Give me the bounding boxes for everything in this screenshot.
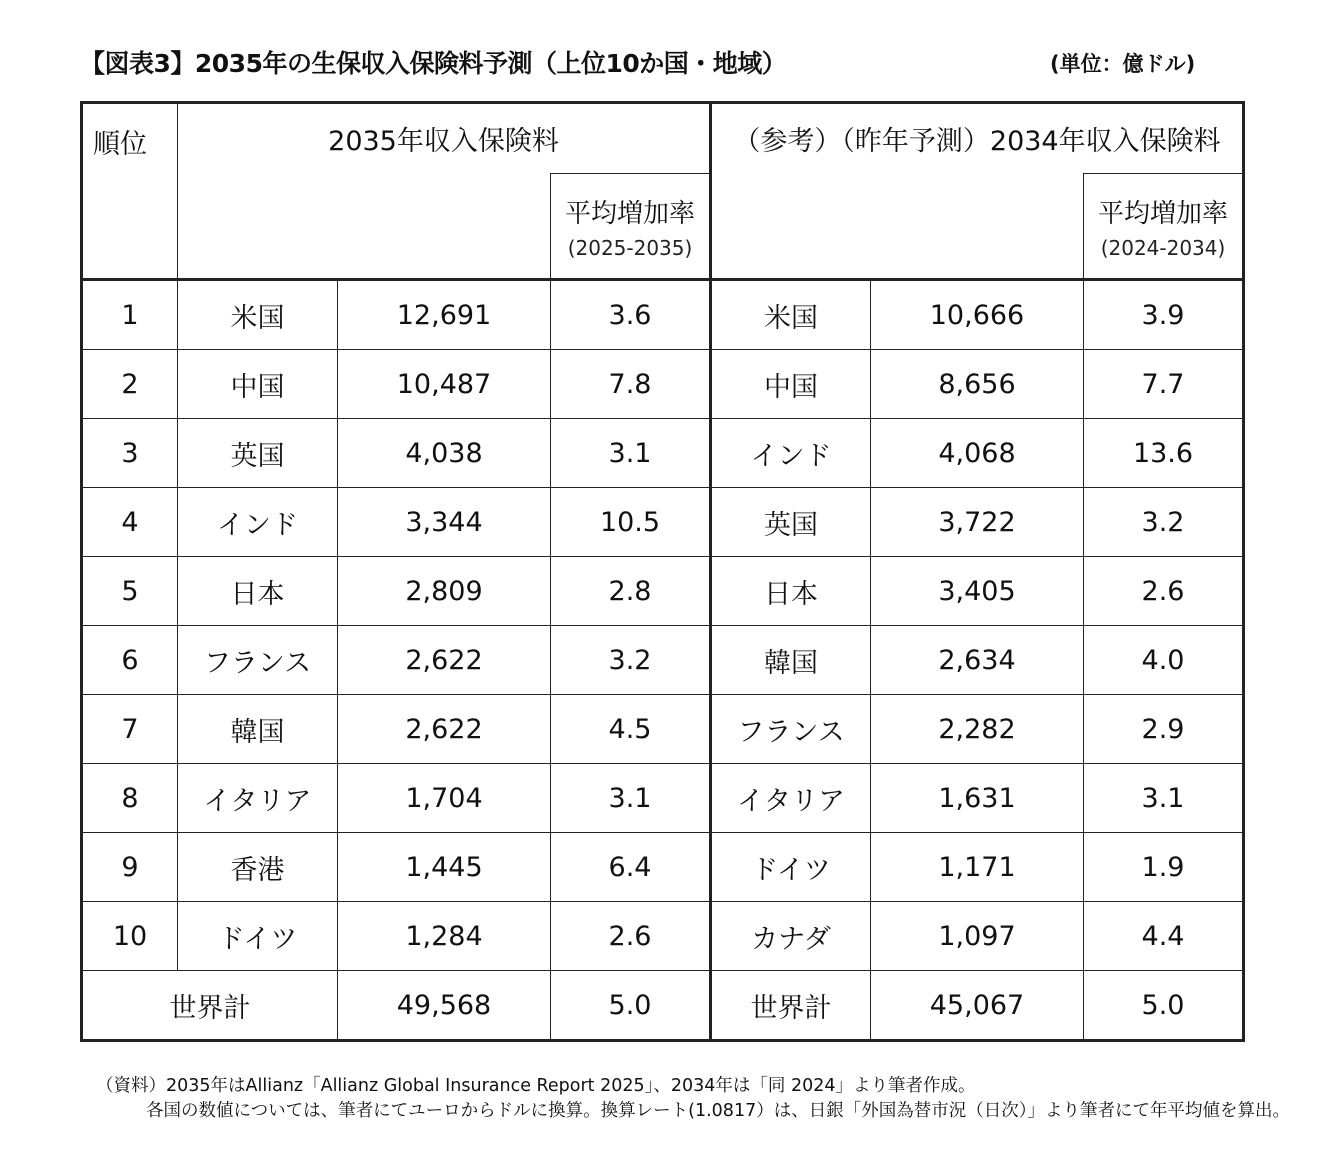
- premium-2035-cell: 3,344: [338, 488, 551, 557]
- rate-header-label: 平均増加率: [564, 198, 695, 229]
- rate-header-period: (2025-2035): [567, 235, 693, 260]
- table-row: [82, 557, 1244, 626]
- rank-cell: 10: [82, 902, 178, 971]
- conversion-note: 各国の数値については、筆者にてユーロからドルに換算。換算レート(1.0817）は、日銀「外国為替市況（日次）」より筆者にて年平均値を算出。: [146, 1101, 1290, 1121]
- country-2035-cell: フランス: [178, 626, 338, 695]
- total-value-2035: 49,568: [338, 971, 551, 1041]
- rate-header-label: 平均増加率: [1097, 198, 1228, 229]
- country-2034-cell: フランス: [711, 695, 871, 764]
- rank-cell: 1: [82, 280, 178, 350]
- premium-2034-cell: 10,666: [871, 280, 1084, 350]
- rate-2035-cell: 4.5: [551, 695, 711, 764]
- rate-2034-cell: 7.7: [1084, 350, 1244, 419]
- country-2035-cell: インド: [178, 488, 338, 557]
- notes: [96, 1074, 1290, 1124]
- header-spacer-2034: [711, 174, 1084, 280]
- rate-2034-cell: 13.6: [1084, 419, 1244, 488]
- country-2034-cell: 韓国: [711, 626, 871, 695]
- table-row: [82, 419, 1244, 488]
- country-2035-cell: イタリア: [178, 764, 338, 833]
- chart-title: 【図表3】2035年の生保収入保険料予測（上位10か国・地域）: [80, 49, 787, 78]
- premium-2034-cell: 3,405: [871, 557, 1084, 626]
- premium-2035-cell: 2,622: [338, 695, 551, 764]
- total-value-2034: 45,067: [871, 971, 1084, 1041]
- group-header-2034: （参考）（昨年予測）2034年収入保険料: [711, 103, 1244, 174]
- table-row: [82, 350, 1244, 419]
- rank-cell: 5: [82, 557, 178, 626]
- country-2035-cell: 日本: [178, 557, 338, 626]
- total-label-2034: 世界計: [711, 971, 871, 1041]
- premium-2034-cell: 2,282: [871, 695, 1084, 764]
- unit-label: (単位：億ドル): [1050, 52, 1196, 76]
- group-header-2035: 2035年収入保険料: [178, 103, 711, 174]
- rate-2034-cell: 3.2: [1084, 488, 1244, 557]
- rate-2034-cell: 2.6: [1084, 557, 1244, 626]
- premium-2034-cell: 2,634: [871, 626, 1084, 695]
- rate-2035-cell: 2.8: [551, 557, 711, 626]
- premium-2035-cell: 4,038: [338, 419, 551, 488]
- rank-cell: 2: [82, 350, 178, 419]
- rank-cell: 9: [82, 833, 178, 902]
- premium-table: [80, 101, 1245, 1042]
- rate-2035-cell: 3.2: [551, 626, 711, 695]
- rate-header-2034: [1084, 174, 1244, 280]
- country-2034-cell: 英国: [711, 488, 871, 557]
- country-2035-cell: 中国: [178, 350, 338, 419]
- rate-2035-cell: 2.6: [551, 902, 711, 971]
- rank-header: 順位: [82, 103, 178, 280]
- rate-2034-cell: 3.9: [1084, 280, 1244, 350]
- table-row: [82, 488, 1244, 557]
- premium-2035-cell: 1,284: [338, 902, 551, 971]
- country-2035-cell: 香港: [178, 833, 338, 902]
- table-row: [82, 280, 1244, 350]
- rank-cell: 6: [82, 626, 178, 695]
- rank-cell: 4: [82, 488, 178, 557]
- premium-2035-cell: 1,704: [338, 764, 551, 833]
- country-2034-cell: ドイツ: [711, 833, 871, 902]
- rate-2034-cell: 4.4: [1084, 902, 1244, 971]
- country-2034-cell: カナダ: [711, 902, 871, 971]
- premium-2035-cell: 1,445: [338, 833, 551, 902]
- header-spacer-2035: [178, 174, 551, 280]
- rank-cell: 7: [82, 695, 178, 764]
- premium-2035-cell: 2,809: [338, 557, 551, 626]
- premium-2034-cell: 1,631: [871, 764, 1084, 833]
- country-2034-cell: インド: [711, 419, 871, 488]
- country-2034-cell: 米国: [711, 280, 871, 350]
- total-rate-2035: 5.0: [551, 971, 711, 1041]
- rate-2034-cell: 1.9: [1084, 833, 1244, 902]
- table-row: [82, 764, 1244, 833]
- rate-2035-cell: 3.1: [551, 764, 711, 833]
- table-row: [82, 833, 1244, 902]
- source-note: （資料）2035年はAllianz「Allianz Global Insurance Report 2025」、2034年は「同 2024」より筆者作成。: [96, 1076, 976, 1096]
- premium-2034-cell: 1,097: [871, 902, 1084, 971]
- country-2035-cell: 米国: [178, 280, 338, 350]
- country-2035-cell: 英国: [178, 419, 338, 488]
- premium-2034-cell: 1,171: [871, 833, 1084, 902]
- rate-2035-cell: 7.8: [551, 350, 711, 419]
- rate-header-2035: [551, 174, 711, 280]
- rate-2035-cell: 10.5: [551, 488, 711, 557]
- premium-2035-cell: 10,487: [338, 350, 551, 419]
- country-2034-cell: イタリア: [711, 764, 871, 833]
- rank-cell: 3: [82, 419, 178, 488]
- country-2034-cell: 日本: [711, 557, 871, 626]
- rate-2035-cell: 3.1: [551, 419, 711, 488]
- table-row: [82, 902, 1244, 971]
- table-row: [82, 626, 1244, 695]
- rate-2034-cell: 4.0: [1084, 626, 1244, 695]
- rate-header-period: (2024-2034): [1100, 235, 1226, 260]
- country-2034-cell: 中国: [711, 350, 871, 419]
- premium-2034-cell: 3,722: [871, 488, 1084, 557]
- country-2035-cell: 韓国: [178, 695, 338, 764]
- rate-2035-cell: 6.4: [551, 833, 711, 902]
- premium-2034-cell: 8,656: [871, 350, 1084, 419]
- total-label: 世界計: [82, 971, 338, 1041]
- table-row: [82, 695, 1244, 764]
- total-rate-2034: 5.0: [1084, 971, 1244, 1041]
- premium-2034-cell: 4,068: [871, 419, 1084, 488]
- rate-2034-cell: 2.9: [1084, 695, 1244, 764]
- rank-cell: 8: [82, 764, 178, 833]
- premium-2035-cell: 12,691: [338, 280, 551, 350]
- rate-2034-cell: 3.1: [1084, 764, 1244, 833]
- rate-2035-cell: 3.6: [551, 280, 711, 350]
- country-2035-cell: ドイツ: [178, 902, 338, 971]
- premium-2035-cell: 2,622: [338, 626, 551, 695]
